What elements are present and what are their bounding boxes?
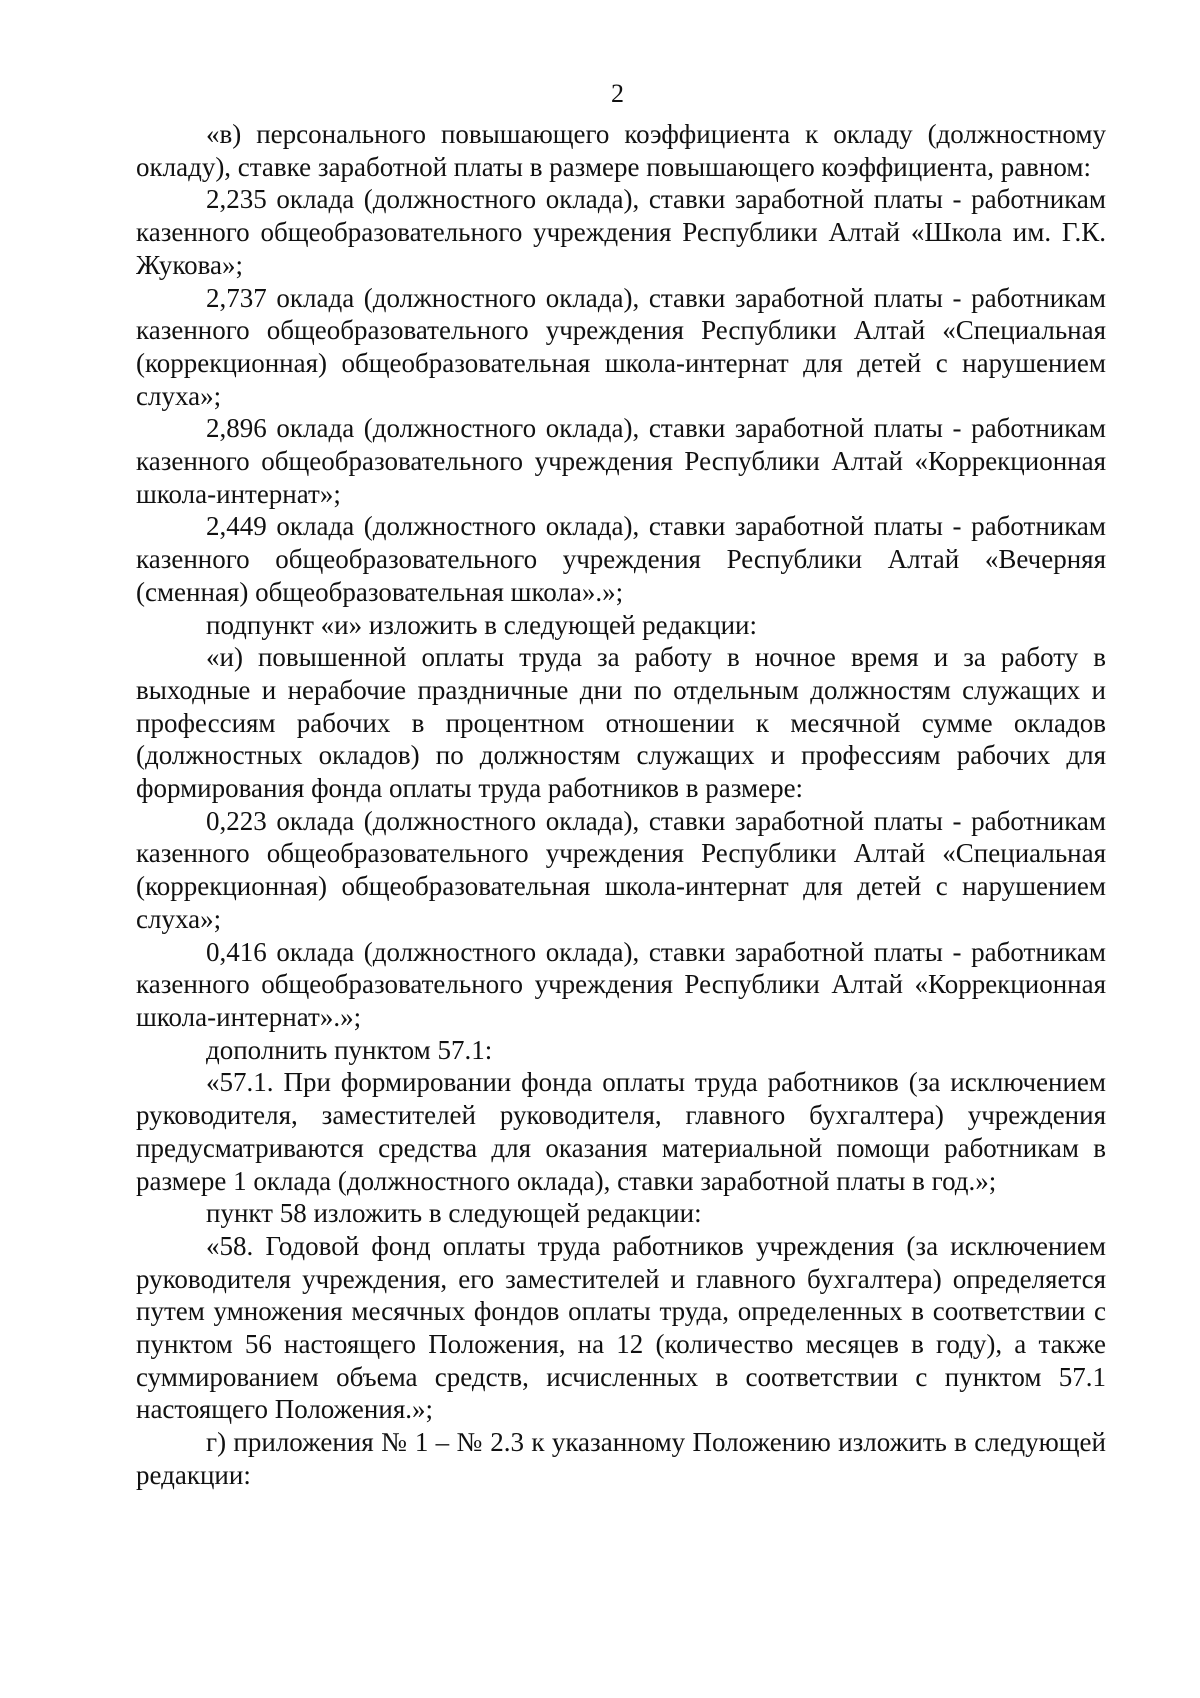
paragraph-subitem-g: г) приложения № 1 – № 2.3 к указанному Положению изложить в следующей редакции: xyxy=(136,1427,1106,1490)
paragraph-coef-0416: 0,416 оклада (должностного оклада), ставки заработной платы - работникам казенного общеобразовательного учреждения Республики Алтай «Коррекционная школа-интернат».»; xyxy=(136,936,1106,1032)
paragraph-item-58-intro: пункт 58 изложить в следующей редакции: xyxy=(206,1198,702,1229)
paragraph-item-58: «58. Годовой фонд оплаты труда работников учреждения (за исключением руководителя учреждения, его заместителей и главного бухгалтера) определяется путем умножения месячных фондов оплаты труда, определенных в соответствии с пунктом 56 настоящего Положения, на 12 (количество месяцев в году), а также суммированием объема средств, исчисленных в соответствии с пунктом 57.1 настоящего Положения.»; xyxy=(136,1230,1106,1425)
paragraph-subitem-i-intro: подпункт «и» изложить в следующей редакции: xyxy=(206,609,757,640)
document-body xyxy=(136,118,1106,1492)
paragraph-item-57-1: «57.1. При формировании фонда оплаты труда работников (за исключением руководителя, заместителей руководителя, главного бухгалтера) учреждения предусматриваются средства для оказания материальной помощи работникам в размере 1 оклада (должностного оклада), ставки заработной платы в год.»; xyxy=(136,1067,1106,1196)
page-number: 2 xyxy=(611,79,624,108)
paragraph-subitem-i: «и) повышенной оплаты труда за работу в ночное время и за работу в выходные и нерабочие праздничные дни по отдельным должностям служащих и профессиям рабочих в процентном отношении к месячной сумме окладов (должностных окладов) по должностям служащих и профессиям рабочих для формирования фонда оплаты труда работников в размере: xyxy=(136,642,1106,804)
paragraph-coef-2449: 2,449 оклада (должностного оклада), ставки заработной платы - работникам казенного общеобразовательного учреждения Республики Алтай «Вечерняя (сменная) общеобразовательная школа».»; xyxy=(136,511,1106,607)
paragraph-coef-2737: 2,737 оклада (должностного оклада), ставки заработной платы - работникам казенного общеобразовательного учреждения Республики Алтай «Специальная (коррекционная) общеобразовательная школа-интернат для детей с нарушением слуха»; xyxy=(136,282,1106,411)
paragraph-coef-2896: 2,896 оклада (должностного оклада), ставки заработной платы - работникам казенного общеобразовательного учреждения Республики Алтай «Коррекционная школа-интернат»; xyxy=(136,413,1106,509)
paragraph-coef-0223: 0,223 оклада (должностного оклада), ставки заработной платы - работникам казенного общеобразовательного учреждения Республики Алтай «Специальная (коррекционная) общеобразовательная школа-интернат для детей с нарушением слуха»; xyxy=(136,805,1106,934)
paragraph-add-57-1-intro: дополнить пунктом 57.1: xyxy=(206,1034,493,1065)
paragraph-subitem-v: «в) персонального повышающего коэффициента к окладу (должностному окладу), ставке заработной платы в размере повышающего коэффициента, равном: xyxy=(136,119,1106,182)
paragraph-coef-2235: 2,235 оклада (должностного оклада), ставки заработной платы - работникам казенного общеобразовательного учреждения Республики Алтай «Школа им. Г.К. Жукова»; xyxy=(136,184,1106,280)
